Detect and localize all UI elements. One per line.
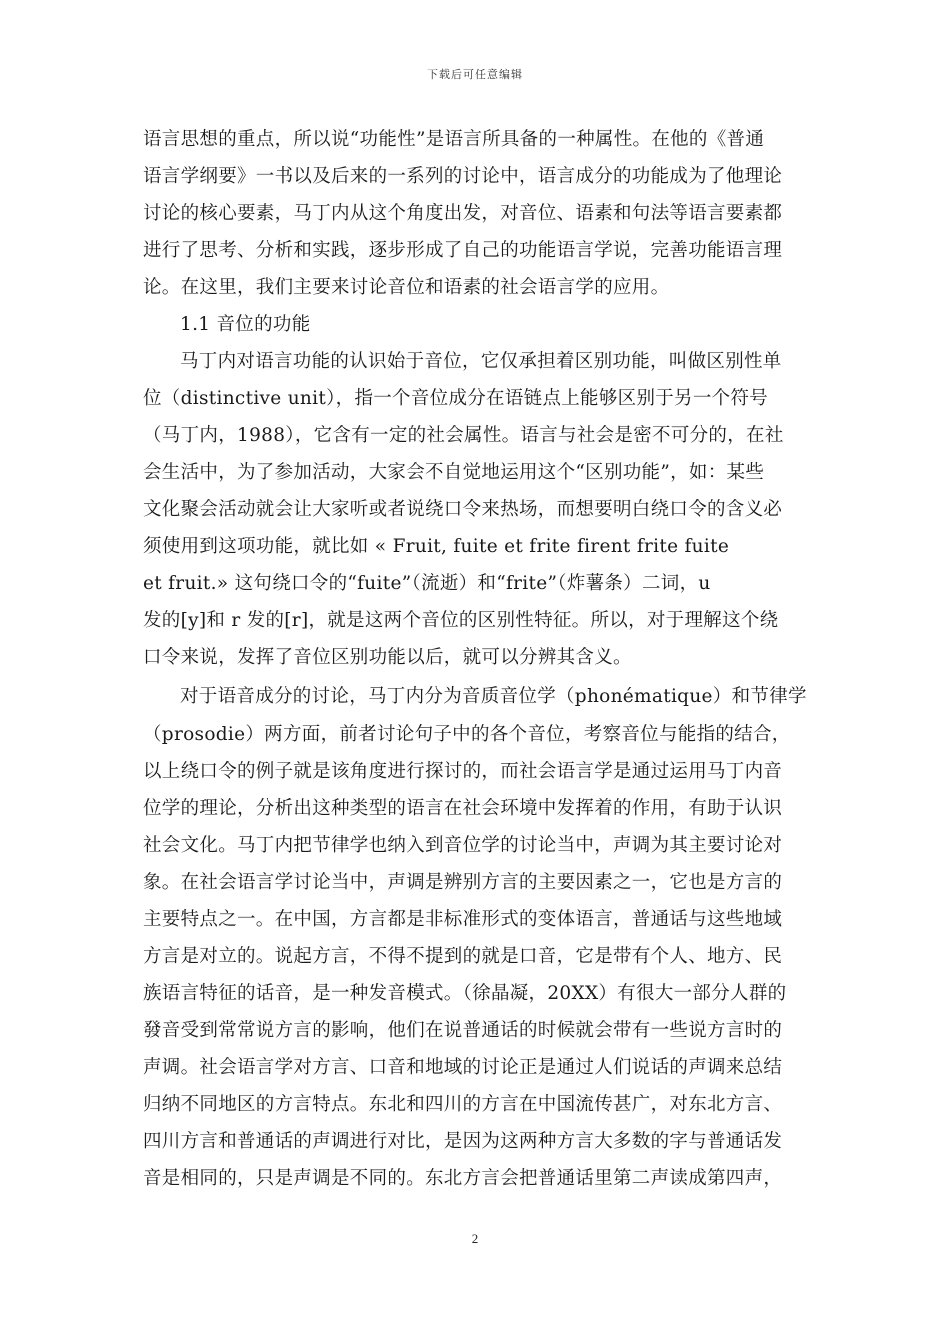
text-line: 以上绕口令的例子就是该角度进行探讨的，而社会语言学是通过运用马丁内音: [143, 761, 783, 782]
text-line: 讨论的核心要素，马丁内从这个角度出发，对音位、语素和句法等语言要素都: [143, 203, 783, 224]
section-heading: 1.1 音位的功能: [180, 314, 311, 335]
text-line: 族语言特征的话音，是一种发音模式。（徐晶凝，20XX）有很大一部分人群的: [143, 983, 787, 1004]
text-line: 语言思想的重点，所以说“功能性”是语言所具备的一种属性。在他的《普通: [143, 129, 765, 150]
text-line: 发的[y]和 r 发的[r]，就是这两个音位的区别性特征。所以，对于理解这个绕: [143, 610, 779, 631]
text-line: 语言学纲要》一书以及后来的一系列的讨论中，语言成分的功能成为了他理论: [143, 166, 783, 187]
text-line: 音是相同的，只是声调是不同的。东北方言会把普通话里第二声读成第四声，: [143, 1168, 783, 1189]
text-line: 论。在这里，我们主要来讨论音位和语素的社会语言学的应用。: [143, 277, 670, 298]
text-line: 位（distinctive unit），指一个音位成分在语链点上能够区别于另一个符号: [143, 388, 769, 409]
text-line: 会生活中，为了参加活动，大家会不自觉地运用这个“区别功能”，如：某些: [143, 462, 765, 483]
text-line: 声调。社会语言学对方言、口音和地域的讨论正是通过人们说话的声调来总结: [143, 1057, 783, 1078]
text-line: 马丁内对语言功能的认识始于音位，它仅承担着区别功能，叫做区别性单: [180, 351, 782, 372]
text-line: et fruit.» 这句绕口令的“fuite”（流逝）和“frite”（炸薯条）二词，u: [143, 573, 711, 594]
text-line: 进行了思考、分析和实践，逐步形成了自己的功能语言学说，完善功能语言理: [143, 240, 783, 261]
text-line: 口令来说，发挥了音位区别功能以后，就可以分辨其含义。: [143, 647, 632, 668]
text-line: 四川方言和普通话的声调进行对比，是因为这两种方言大多数的字与普通话发: [143, 1131, 783, 1152]
text-line: 须使用到这项功能，就比如 « Fruit, fuite et frite firent frite fuite: [143, 536, 730, 557]
page-header: 下载后可任意编辑: [427, 68, 523, 81]
text-line: 社会文化。马丁内把节律学也纳入到音位学的讨论当中，声调为其主要讨论对: [143, 835, 783, 856]
text-line: 位学的理论，分析出这种类型的语言在社会环境中发挥着的作用，有助于认识: [143, 798, 783, 819]
text-line: 發音受到常常说方言的影响，他们在说普通话的时候就会带有一些说方言时的: [143, 1020, 783, 1041]
text-line: 对于语音成分的讨论，马丁内分为音质音位学（phonématique）和节律学: [180, 686, 807, 707]
text-line: （prosodie）两方面，前者讨论句子中的各个音位，考察音位与能指的结合，: [143, 724, 791, 745]
text-line: （马丁内，1988），它含有一定的社会属性。语言与社会是密不可分的，在社: [143, 425, 784, 446]
page-number: 2: [471, 1231, 479, 1246]
text-line: 归纳不同地区的方言特点。东北和四川的方言在中国流传甚广，对东北方言、: [143, 1094, 783, 1115]
text-line: 象。在社会语言学讨论当中，声调是辨别方言的主要因素之一，它也是方言的: [143, 872, 783, 893]
text-line: 文化聚会活动就会让大家听或者说绕口令来热场，而想要明白绕口令的含义必: [143, 499, 783, 520]
text-line: 主要特点之一。在中国，方言都是非标准形式的变体语言，普通话与这些地域: [143, 909, 783, 930]
text-line: 方言是对立的。说起方言，不得不提到的就是口音，它是带有个人、地方、民: [143, 946, 783, 967]
